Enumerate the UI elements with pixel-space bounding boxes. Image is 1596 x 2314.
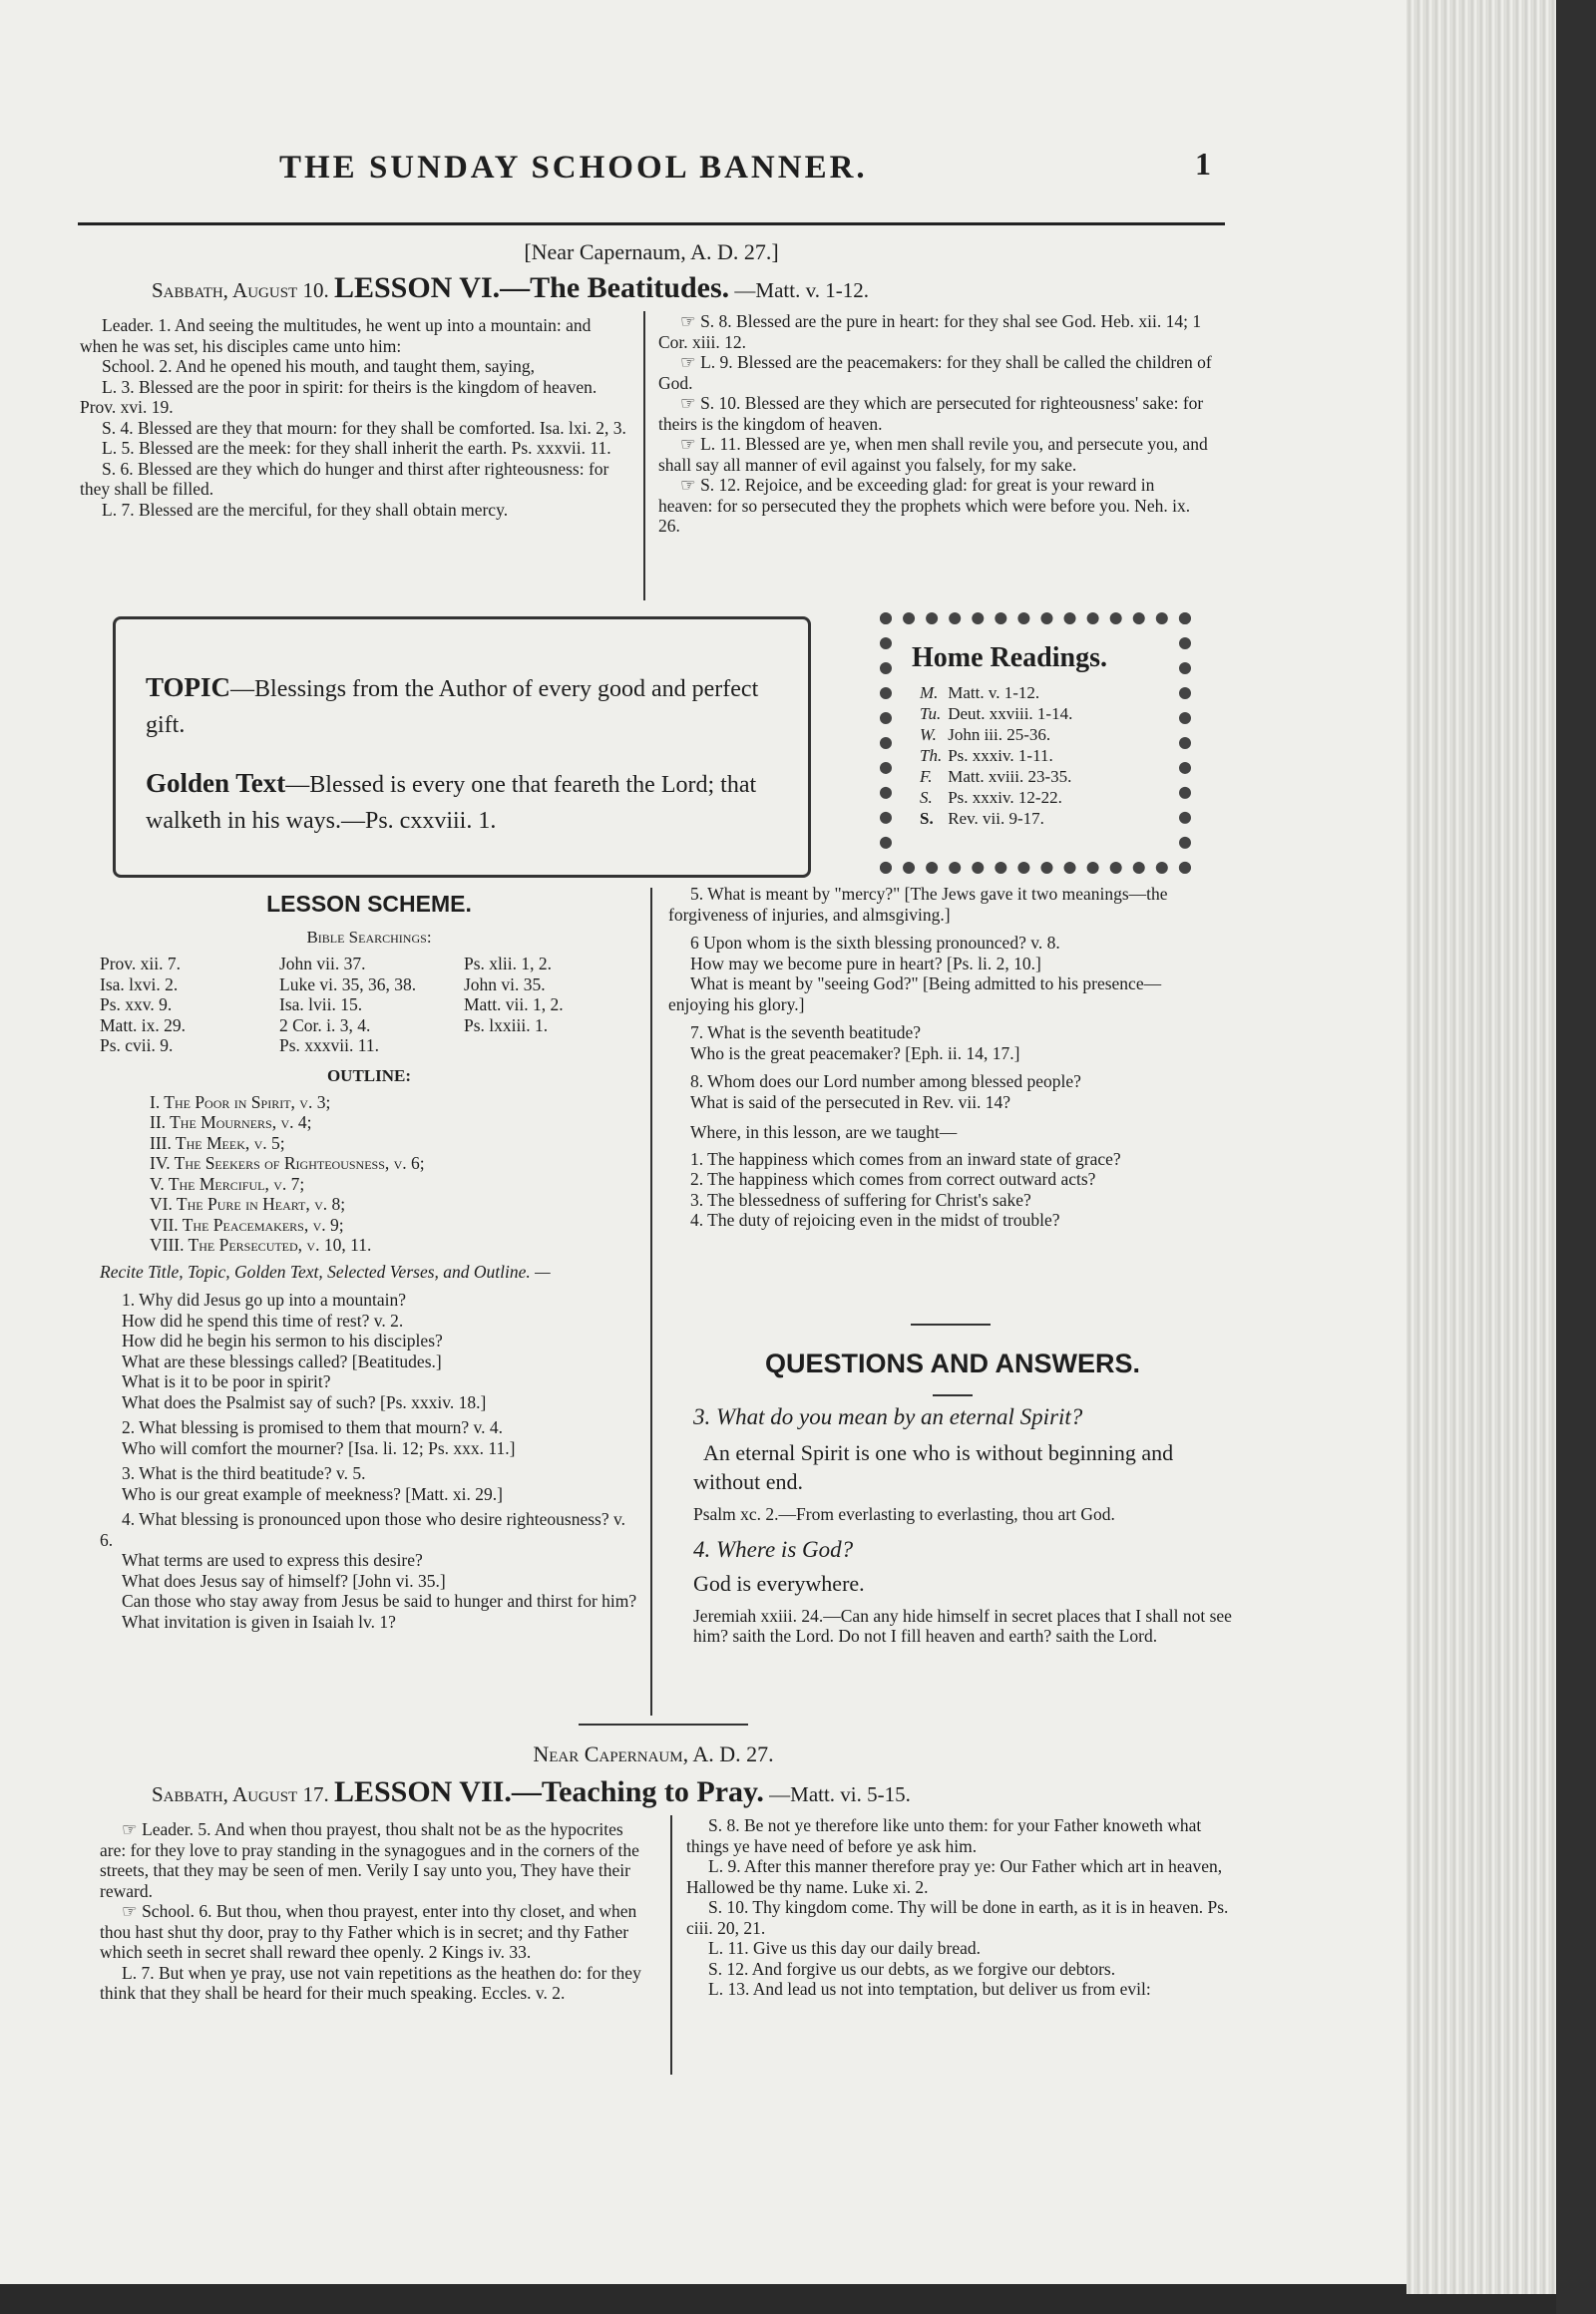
lesson7-right-verses bbox=[686, 1815, 1235, 2000]
qa-rule bbox=[933, 1394, 973, 1396]
home-readings-box bbox=[880, 612, 1191, 874]
section-rule bbox=[911, 1324, 991, 1326]
verse: ☞ School. 6. But thou, when thou prayest, enter into thy closet, and when thou hast shut thy door, pray to thy Father which is in secret; and thy Father which seeth in secret shall reward thee openly. 2 Kings iv. 33. bbox=[100, 1901, 637, 1962]
outline-heading: OUTLINE: bbox=[326, 1065, 412, 1085]
verse: S. 6. Blessed are they which do hunger and thirst after righteousness: for they shall be filled. bbox=[80, 458, 609, 499]
question-4: 4. Where is God? bbox=[693, 1536, 854, 1562]
verse: L. 5. Blessed are the meek: for they shall inherit the earth. Ps. xxxvii. 11. bbox=[102, 438, 611, 458]
reading-row: Tu. Deut. xxviii. 1-14. bbox=[920, 704, 1073, 723]
taught-item: 2. The happiness which comes from correct outward acts? bbox=[690, 1169, 1096, 1189]
lesson7-heading bbox=[152, 1775, 1229, 1809]
golden-label: Golden Text bbox=[146, 768, 286, 798]
verse: L. 9. After this manner therefore pray ye: Our Father which art in heaven, Hallowed be thy name. Luke xi. 2. bbox=[686, 1856, 1223, 1897]
taught-item: 1. The happiness which comes from an inward state of grace? bbox=[690, 1148, 1121, 1169]
verse: ☞ L. 11. Blessed are ye, when men shall revile you, and persecute you, and shall say all manner of evil against you falsely, for my sake. bbox=[658, 434, 1208, 475]
lesson7-date: Sabbath, August 17. bbox=[152, 1782, 329, 1806]
page-number: 1 bbox=[1195, 146, 1211, 182]
lesson-scheme-left bbox=[100, 891, 638, 1632]
taught-item: 4. The duty of rejoicing even in the midst of trouble? bbox=[690, 1210, 1060, 1230]
column-divider bbox=[670, 1815, 672, 2075]
verse: S. 10. Thy kingdom come. Thy will be done in earth, as it is in heaven. Ps. ciii. 20, 21. bbox=[686, 1897, 1229, 1938]
verse: ☞ S. 8. Blessed are the pure in heart: for they shal see God. Heb. xii. 14; 1 Cor. xiii. 12. bbox=[658, 311, 1202, 352]
topic-content bbox=[146, 669, 784, 839]
lesson6-right-verses bbox=[658, 311, 1212, 537]
reading-row: F. Matt. xviii. 23-35. bbox=[920, 767, 1072, 786]
question-group: 7. What is the seventh beatitude? Who is the great peacemaker? [Eph. ii. 14, 17.] bbox=[690, 1022, 1020, 1063]
outline bbox=[100, 1092, 638, 1256]
page-edges bbox=[1406, 0, 1556, 2294]
lesson6-location: [Near Capernaum, A. D. 27.] bbox=[524, 239, 779, 264]
topic bbox=[146, 669, 784, 743]
verse: S. 8. Be not ye therefore like unto them: for your Father knoweth what things ye have need of before ye ask him. bbox=[686, 1815, 1202, 1856]
lesson7-left-verses bbox=[100, 1819, 653, 2004]
verse: Leader. 1. And seeing the multitudes, he went up into a mountain: and when he was set, his disciples came unto him: bbox=[80, 315, 592, 356]
recite-instruction: Recite Title, Topic, Golden Text, Selected Verses, and Outline. — bbox=[100, 1261, 551, 1282]
qa-body bbox=[693, 1404, 1232, 1647]
reference-4: Jeremiah xxiii. 24.—Can any hide himself in secret places that I shall not see him? saith the Lord. Do not I fill heaven and earth? saith the Lord. bbox=[693, 1605, 1232, 1646]
reading-row: M. Matt. v. 1-12. bbox=[920, 683, 1040, 702]
question-group: 2. What blessing is promised to them that mourn? v. 4. Who will comfort the mourner? [Isa. li. 12; Ps. xxx. 11.] bbox=[122, 1417, 516, 1458]
outline-item: I. The Poor in Spirit, v. 3; bbox=[150, 1091, 331, 1112]
questions-left bbox=[100, 1290, 638, 1632]
answer-3: An eternal Spirit is one who is without beginning and without end. bbox=[693, 1440, 1174, 1494]
home-readings-title: Home Readings. bbox=[912, 642, 1107, 673]
verse: L. 7. But when ye pray, use not vain repetitions as the heathen do: for they think that they shall be heard for their much speaking. Eccles. v. 2. bbox=[100, 1962, 641, 2003]
reading-row: S. Rev. vii. 9-17. bbox=[920, 809, 1044, 828]
question-group: 8. Whom does our Lord number among blessed people? What is said of the persecuted in Rev. vii. 14? bbox=[690, 1071, 1081, 1112]
outline-item: III. The Meek, v. 5; bbox=[150, 1132, 285, 1153]
reference-3: Psalm xc. 2.—From everlasting to everlasting, thou art God. bbox=[693, 1504, 1115, 1524]
golden-text bbox=[146, 765, 784, 839]
lesson6-ref: —Matt. v. 1-12. bbox=[734, 278, 869, 302]
question-group: 1. Why did Jesus go up into a mountain? How did he spend this time of rest? v. 2. How did he begin his sermon to his disciples? What are these blessings called? [Beatitudes.] What is it to be poor in spirit? What does the Psalmist say of such? [Ps. xxxiv. 18.] bbox=[122, 1290, 487, 1412]
bible-searchings-heading: Bible Searchings: bbox=[306, 928, 432, 947]
column-divider bbox=[643, 311, 645, 600]
question-group: 4. What blessing is pronounced upon those who desire righteousness? v. 6. What terms are used to express this desire? What does Jesus say of himself? [John vi. 35.] Can those who stay away from Jesus be said to hunger and thirst for him? What invitation is given in Isaiah lv. 1? bbox=[100, 1509, 637, 1632]
verse: S. 12. And forgive us our debts, as we forgive our debtors. bbox=[708, 1958, 1116, 1979]
lesson6-left-verses bbox=[80, 315, 628, 520]
lesson6-heading bbox=[152, 271, 1229, 305]
verse: L. 11. Give us this day our daily bread. bbox=[708, 1938, 981, 1958]
question-group: 6 Upon whom is the sixth blessing pronounced? v. 8. How may we become pure in heart? [Ps. li. 2, 10.] What is meant by "seeing God?" [Being admitted to his presence—enjoying his glory.] bbox=[668, 933, 1162, 1014]
background-shadow bbox=[1556, 0, 1596, 2314]
topic-box bbox=[113, 616, 811, 878]
verse: L. 3. Blessed are the poor in spirit: for theirs is the kingdom of heaven. Prov. xvi. 19. bbox=[80, 376, 598, 417]
verse: S. 4. Blessed are they that mourn: for they shall be comforted. Isa. lxi. 2, 3. bbox=[102, 417, 626, 438]
lesson6-date: Sabbath, August 10. bbox=[152, 278, 329, 302]
answer-4: God is everywhere. bbox=[693, 1570, 865, 1596]
outline-item: IV. The Seekers of Righteousness, v. 6; bbox=[150, 1153, 425, 1173]
verse: School. 2. And he opened his mouth, and taught them, saying, bbox=[102, 356, 536, 376]
verse: L. 13. And lead us not into temptation, but deliver us from evil: bbox=[708, 1979, 1151, 1999]
lesson7-title: LESSON VII.—Teaching to Pray. bbox=[333, 1775, 764, 1808]
outline-item: VI. The Pure in Heart, v. 8; bbox=[150, 1194, 346, 1214]
header-rule bbox=[78, 222, 1225, 225]
lesson7-ref: —Matt. vi. 5-15. bbox=[769, 1782, 911, 1806]
column-divider bbox=[650, 888, 652, 1716]
topic-text: —Blessings from the Author of every good and perfect gift. bbox=[146, 676, 759, 738]
question-3: 3. What do you mean by an eternal Spirit? bbox=[693, 1404, 1083, 1429]
running-header: THE SUNDAY SCHOOL BANNER. bbox=[279, 150, 868, 186]
outline-item: V. The Merciful, v. 7; bbox=[150, 1173, 305, 1194]
ornament-rule bbox=[579, 1724, 748, 1726]
taught-intro: Where, in this lesson, are we taught— bbox=[690, 1122, 958, 1142]
reading-row: W. John iii. 25-36. bbox=[920, 725, 1051, 744]
lesson7-location: Near Capernaum, A. D. 27. bbox=[533, 1741, 774, 1766]
verse: L. 7. Blessed are the merciful, for they shall obtain mercy. bbox=[102, 499, 509, 520]
question-group: 3. What is the third beatitude? v. 5. Who is our great example of meekness? [Matt. xi. 29.] bbox=[122, 1463, 503, 1504]
topic-label: TOPIC bbox=[146, 672, 231, 702]
golden-text-body: —Blessed is every one that feareth the Lord; that walketh in his ways.—Ps. cxxviii. 1. bbox=[146, 772, 757, 834]
verse: ☞ L. 9. Blessed are the peacemakers: for they shall be called the children of God. bbox=[658, 352, 1212, 393]
reading-row: S. Ps. xxxiv. 12-22. bbox=[920, 788, 1062, 807]
taught-item: 3. The blessedness of suffering for Christ's sake? bbox=[690, 1189, 1031, 1210]
outline-item: VII. The Peacemakers, v. 9; bbox=[150, 1214, 344, 1235]
outline-item: II. The Mourners, v. 4; bbox=[150, 1112, 312, 1132]
bible-searchings: Prov. xii. 7. Isa. lxvi. 2. Ps. xxv. 9. Matt. ix. 29. Ps. cvii. 9. John vii. 37. Luke vi. 35, 36, 38. Isa. lvii. 15. 2 Cor. i. 3, 4. Ps. xxxvii. 11. Ps. xlii. 1, 2. John vi. 35. Matt. vii. 1, 2. Ps. lxxiii. 1. bbox=[100, 954, 564, 1055]
reading-row: Th. Ps. xxxiv. 1-11. bbox=[920, 746, 1053, 765]
verse: ☞ Leader. 5. And when thou prayest, thou shalt not be as the hypocrites are: for they love to pray standing in the synagogues and in the corners of the streets, that they may be seen of men. Verily I say unto you, They have their reward. bbox=[100, 1819, 639, 1901]
lesson6-title: LESSON VI.—The Beatitudes. bbox=[333, 271, 730, 304]
outline-item: VIII. The Persecuted, v. 10, 11. bbox=[150, 1235, 372, 1255]
lesson-scheme-title: LESSON SCHEME. bbox=[266, 891, 472, 917]
home-readings-table bbox=[920, 682, 1078, 829]
questions-right bbox=[668, 884, 1222, 1231]
question-group: 5. What is meant by "mercy?" [The Jews gave it two meanings—the forgiveness of injuries, and almsgiving.] bbox=[668, 884, 1168, 925]
verse: ☞ S. 12. Rejoice, and be exceeding glad: for great is your reward in heaven: for so persecuted they the prophets which were before you. Neh. ix. 26. bbox=[658, 475, 1191, 536]
qa-heading: QUESTIONS AND ANSWERS. bbox=[764, 1349, 1141, 1378]
verse: ☞ S. 10. Blessed are they which are persecuted for righteousness' sake: for theirs is the kingdom of heaven. bbox=[658, 393, 1204, 434]
